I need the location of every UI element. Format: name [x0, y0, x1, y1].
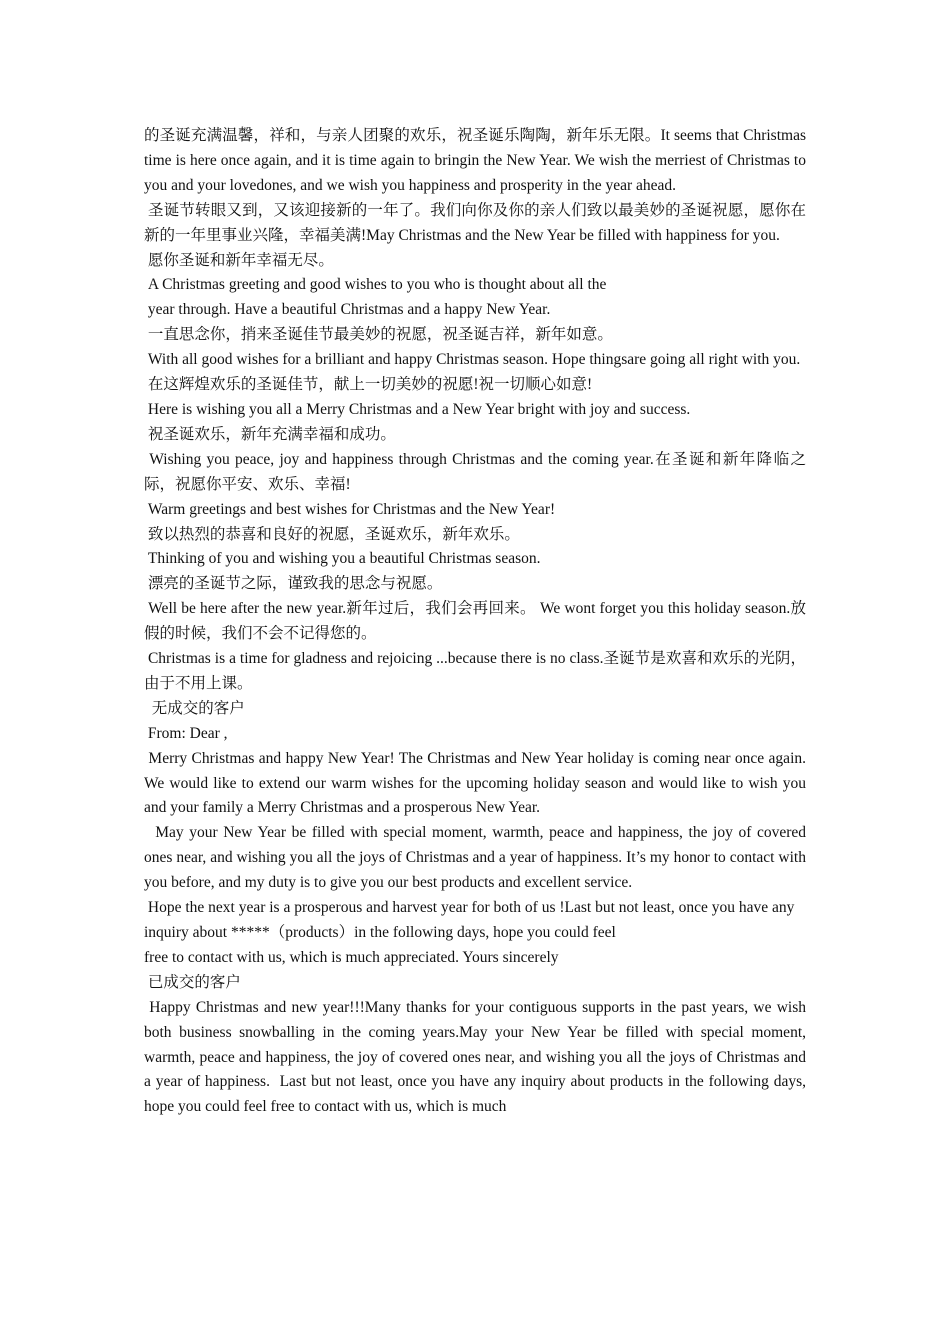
paragraph-11: Wishing you peace, joy and happiness through Christmas and the coming year.在圣诞和新年降临之际，祝愿你平安、欢乐、幸福!: [144, 450, 806, 493]
paragraph-7: With all good wishes for a brilliant and happy Christmas season. Hope thingsare going all right with you.: [144, 351, 801, 369]
paragraph-16: Well be here after the new year.新年过后，我们会再回来。 We wont forget you this holiday season.放假的时候，我们不会不记得您的。: [144, 600, 807, 643]
paragraph-from: From: Dear ,: [144, 724, 228, 742]
paragraph-8: 在这辉煌欢乐的圣诞佳节，献上一切美妙的祝愿!祝一切顺心如意!: [144, 376, 593, 394]
paragraph-20: Merry Christmas and happy New Year! The Christmas and New Year holiday is coming near once again. We would like to extend our warm wishes for the upcoming holiday season and would like to wish you and your family a Merry Christmas and a prosperous New Year.: [144, 749, 810, 817]
section-heading-no-deal-customers: 无成交的客户: [144, 699, 245, 717]
paragraph-15: 漂亮的圣诞节之际，谨致我的思念与祝愿。: [144, 575, 443, 593]
paragraph-17: Christmas is a time for gladness and rejoicing ...because there is no class.圣诞节是欢喜和欢乐的光阴，由于不用上课。: [144, 650, 807, 692]
paragraph-3: 愿你圣诞和新年幸福无尽。: [144, 251, 334, 269]
paragraph-13: 致以热烈的恭喜和良好的祝愿，圣诞欢乐，新年欢乐。: [144, 525, 520, 543]
paragraph-6: 一直思念你，捎来圣诞佳节最美妙的祝愿，祝圣诞吉祥，新年如意。: [144, 326, 613, 344]
paragraph-2: 圣诞节转眼又到，又该迎接新的一年了。我们向你及你的亲人们致以最美妙的圣诞祝愿，愿你在新的一年里事业兴隆，幸福美满!May Christmas and the New Year be filled with happiness for you.: [144, 201, 806, 244]
paragraph-9: Here is wishing you all a Merry Christmas and a New Year bright with joy and success.: [144, 400, 691, 418]
paragraph-25: Happy Christmas and new year!!!Many thanks for your contiguous supports in the past years, we wish both business snowballing in the coming years.May your New Year be filled with special moment, warmth, peace and happiness, the joy of covered ones near, and wishing you all the joys of Christmas and a year of happiness. Last but not least, once you have any inquiry about products in the following days, hope you could feel free to contact with us, which is much: [144, 998, 810, 1116]
paragraph-5: year through. Have a beautiful Christmas and a happy New Year.: [144, 301, 551, 319]
paragraph-4: A Christmas greeting and good wishes to you who is thought about all the: [144, 276, 607, 294]
paragraph-10: 祝圣诞欢乐，新年充满幸福和成功。: [144, 425, 396, 443]
paragraph-12: Warm greetings and best wishes for Christmas and the New Year!: [144, 500, 556, 518]
paragraph-22: Hope the next year is a prosperous and harvest year for both of us !Last but not least, once you have any inquiry about *****（products）in the following days, hope you could feel: [144, 899, 799, 941]
paragraph-1: 的圣诞充满温馨，祥和，与亲人团聚的欢乐，祝圣诞乐陶陶，新年乐无限。It seems that Christmas time is here once again, and it is time again to bringin the New Year. We wish the merriest of Christmas to you and your lovedones, and we wish you happiness and prosperity in the year ahead.: [144, 127, 810, 194]
paragraph-21: May your New Year be filled with special moment, warmth, peace and happiness, the joy of covered ones near, and wishing you all the joys of Christmas and a year of happiness. It’s my honor to contact with you before, and my duty is to give you our best products and excellent service.: [144, 824, 810, 892]
paragraph-23: free to contact with us, which is much appreciated. Yours sincerely: [144, 948, 559, 966]
paragraph-14: Thinking of you and wishing you a beautiful Christmas season.: [144, 550, 541, 568]
document-body: [144, 124, 810, 1120]
section-heading-deal-customers: 已成交的客户: [144, 973, 241, 991]
